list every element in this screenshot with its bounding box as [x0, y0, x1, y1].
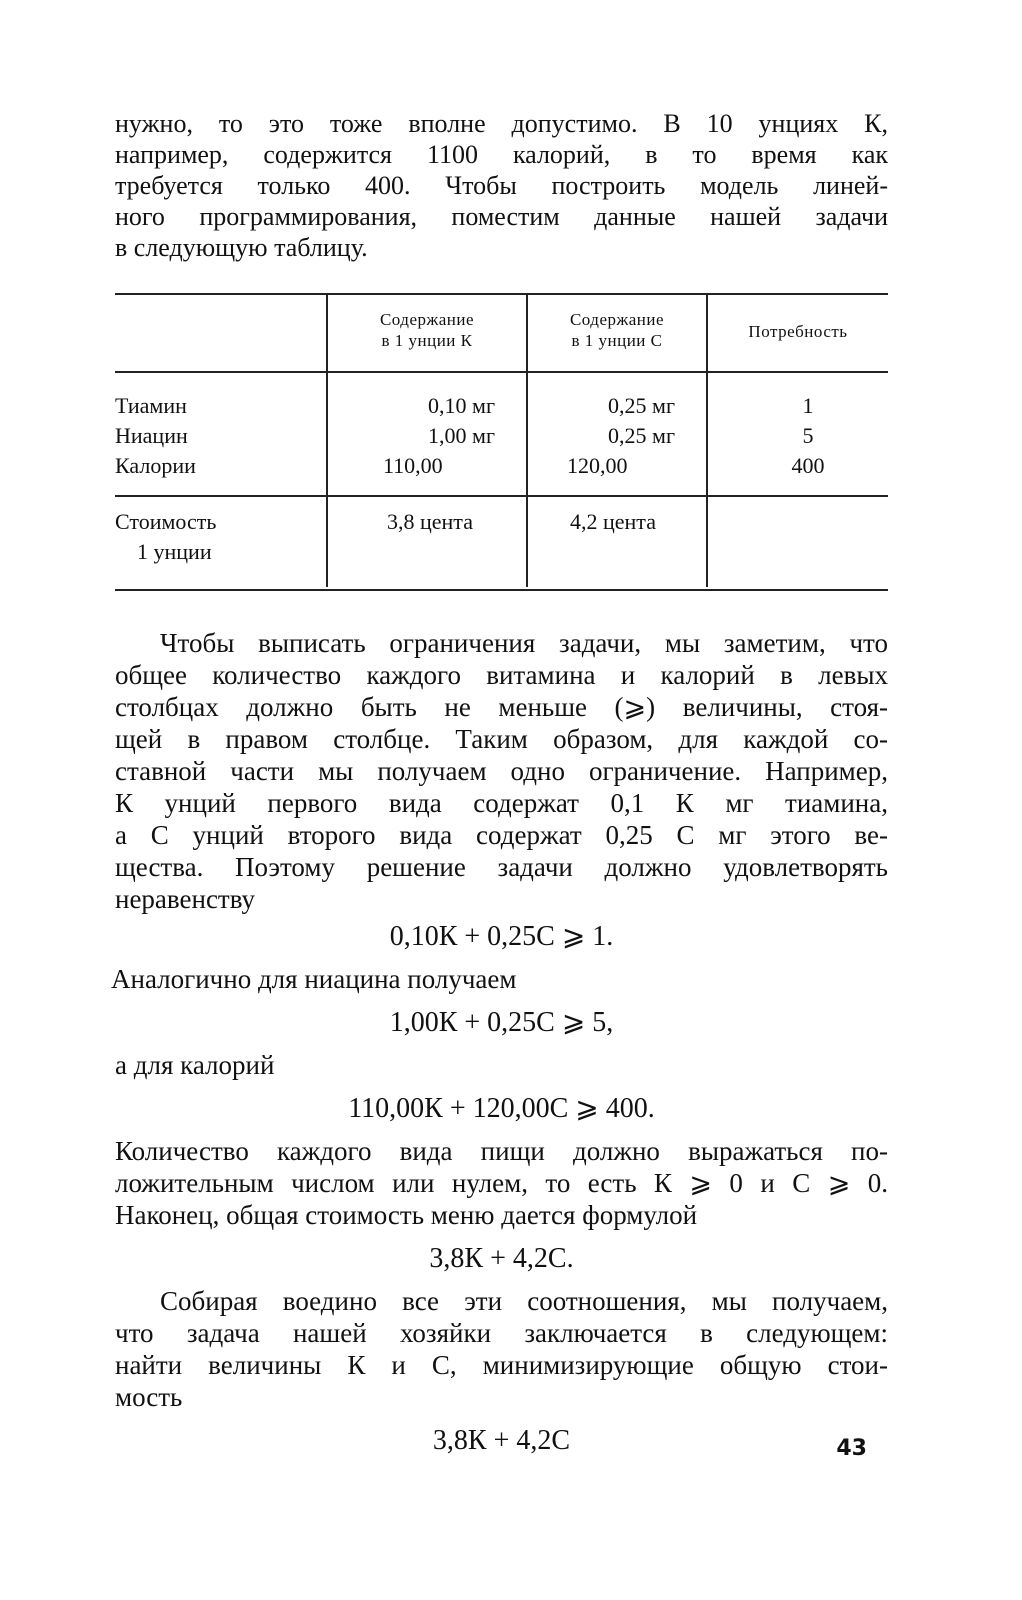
lead-text: а для калорий	[115, 1050, 275, 1080]
row-need-value: 1	[802, 393, 814, 418]
text-line: Количество каждого вида пищи должно выражаться по-	[115, 1136, 888, 1166]
nutrition-table	[115, 293, 888, 593]
page	[111, 108, 888, 1467]
text-line: найти величины К и С, минимизирующие общую стои-	[115, 1350, 888, 1380]
row-k-value: 0,10 мг	[428, 393, 495, 418]
cost-k-value: 3,8 цента	[387, 509, 473, 534]
cost-label-unit: 1 унции	[137, 539, 212, 564]
text-line: Наконец, общая стоимость меню дается формулой	[115, 1200, 698, 1230]
text-line: неравенству	[115, 884, 256, 914]
header-line: Содержание	[379, 310, 475, 329]
body-paragraph	[115, 627, 888, 915]
row-c-value: 0,25 мг	[608, 423, 675, 448]
text-line: требуется только 400. Чтобы построить модель линей-	[115, 171, 888, 200]
row-label: Ниацин	[115, 423, 188, 448]
row-need-value: 5	[802, 423, 814, 448]
text-line: Чтобы выписать ограничения задачи, мы заметим, что	[160, 628, 888, 658]
text-line: а С унций второго вида содержат 0,25 С мг этого ве-	[115, 820, 888, 850]
body-paragraph	[115, 1135, 888, 1231]
table-top-rule	[115, 293, 888, 295]
text-line: мость	[115, 1382, 183, 1412]
header-line: в 1 унции К	[381, 331, 473, 350]
body-paragraph	[115, 1285, 888, 1413]
row-k-value: 1,00 мг	[428, 423, 495, 448]
intro-paragraph	[115, 108, 888, 263]
text-line: К унций первого вида содержат 0,1 К мг тиамина,	[115, 788, 888, 818]
cost-label: Стоимость	[115, 509, 217, 534]
table-bottom-rule	[115, 589, 888, 591]
row-k-value: 110,00	[383, 453, 443, 478]
text-line: ставной части мы получаем одно ограничение. Например,	[115, 756, 888, 786]
header-line: в 1 унции С	[571, 331, 663, 350]
text-line: нужно, то это тоже вполне допустимо. В 10 унциях К,	[115, 109, 888, 138]
formula-objective: 3,8К + 4,2С	[432, 1425, 571, 1456]
text-line: что задача нашей хозяйки заключается в следующем:	[115, 1318, 888, 1348]
header-line: Потребность	[748, 322, 848, 341]
text-line: общее количество каждого витамина и калорий в левых	[115, 660, 888, 690]
formula-niacin: 1,00К + 0,25С ⩾ 5,	[389, 1007, 614, 1038]
formula-thiamine: 0,10К + 0,25С ⩾ 1.	[389, 921, 614, 952]
text-line: в следующую таблицу.	[115, 233, 368, 262]
row-need-value: 400	[791, 453, 825, 478]
header-content-k	[328, 309, 526, 351]
row-label: Калории	[115, 453, 196, 478]
formula-calories: 110,00К + 120,00С ⩾ 400.	[348, 1093, 655, 1124]
formula-cost: 3,8К + 4,2С.	[429, 1243, 574, 1274]
text-line: столбцах должно быть не меньше (⩾) величины, стоя-	[115, 692, 888, 722]
row-c-value: 120,00	[567, 453, 628, 478]
text-line: щей в правом столбце. Таким образом, для каждой со-	[115, 724, 888, 754]
page-number: 43	[836, 1436, 867, 1461]
table-header-rule	[115, 371, 888, 373]
cost-c-value: 4,2 цента	[570, 509, 656, 534]
header-need	[708, 321, 888, 342]
text-line: ного программирования, поместим данные нашей задачи	[115, 202, 888, 231]
header-content-c	[528, 309, 706, 351]
lead-text: Аналогично для ниацина получаем	[111, 964, 517, 994]
row-c-value: 0,25 мг	[608, 393, 675, 418]
row-label: Тиамин	[115, 393, 187, 418]
text-line: Собирая воедино все эти соотношения, мы получаем,	[160, 1286, 888, 1316]
text-line: ложительным числом или нулем, то есть К ⩾ 0 и С ⩾ 0.	[115, 1168, 888, 1198]
header-line: Содержание	[569, 310, 665, 329]
text-line: щества. Поэтому решение задачи должно удовлетворять	[115, 852, 888, 882]
table-cost-rule	[115, 495, 888, 497]
text-line: например, содержится 1100 калорий, в то время как	[115, 140, 888, 169]
